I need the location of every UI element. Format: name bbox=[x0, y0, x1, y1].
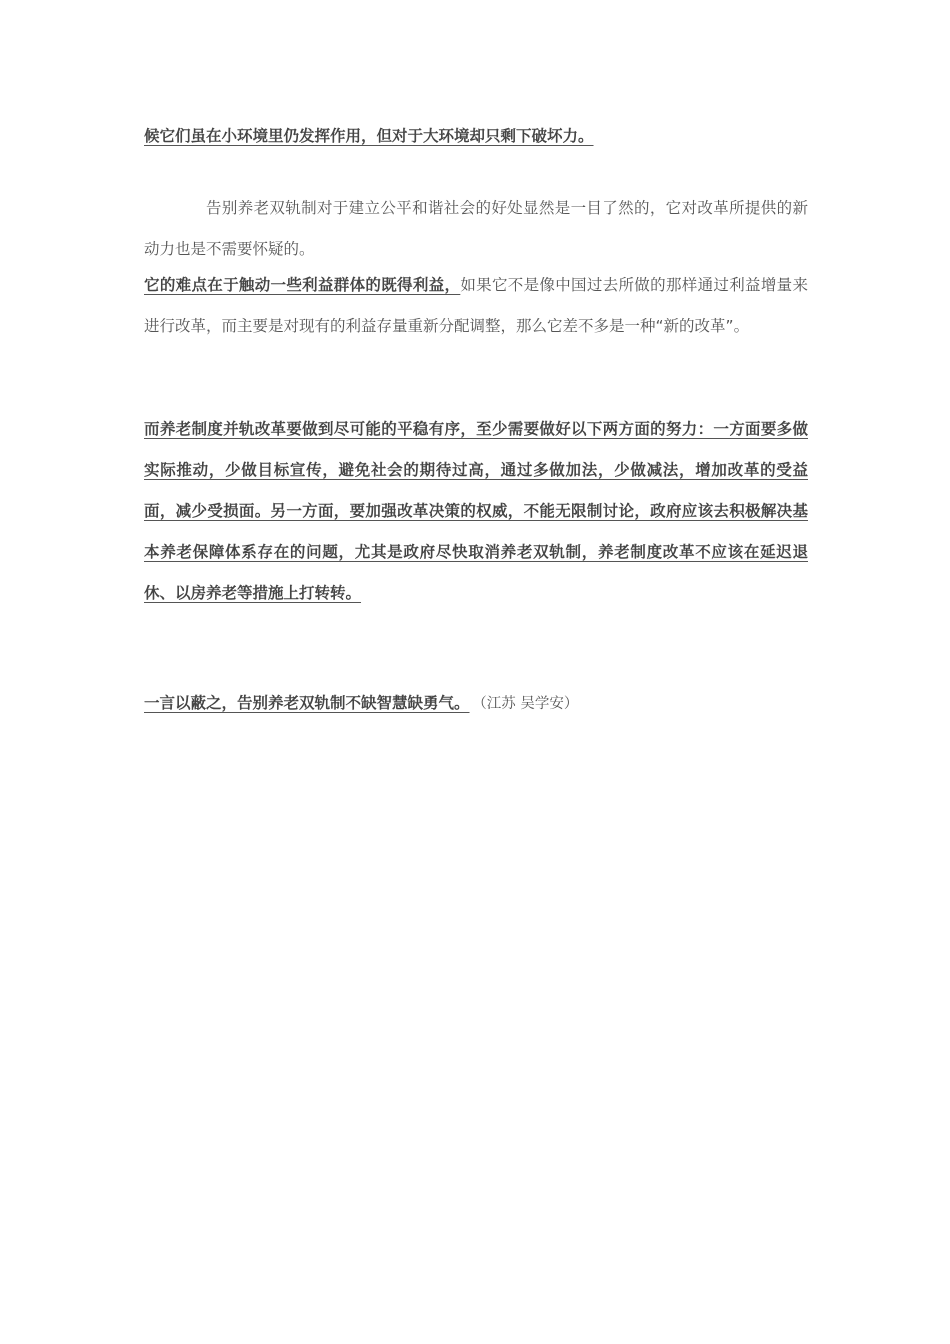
emphasized-text: 而养老制度并轨改革要做到尽可能的平稳有序，至少需要做好以下两方面的努力：一方面要多做实际推动，少做目标宣传，避免社会的期待过高，通过多做加法，少做减法，增加改革的受益面，减少受损面。另一方面，要加强改革决策的权威，不能无限制讨论，政府应该去积极解决基本养老保障体系存在的问题，尤其是政府尽快取消养老双轨制，养老制度改革不应该在延迟退休、以房养老等措施上打转转。 bbox=[144, 420, 808, 602]
paragraph-conclusion bbox=[144, 683, 808, 725]
paragraph-benefits: 告别养老双轨制对于建立公平和谐社会的好处显然是一目了然的，它对改革所提供的新动力也是不需要怀疑的。 bbox=[144, 199, 808, 258]
paragraph-reform-efforts bbox=[144, 409, 808, 614]
emphasized-text: 一言以蔽之，告别养老双轨制不缺智慧缺勇气。 bbox=[144, 694, 470, 712]
paragraph-difficulty bbox=[144, 265, 808, 347]
paragraph-continued bbox=[144, 116, 808, 157]
emphasized-text: 候它们虽在小环境里仍发挥作用，但对于大环境却只剩下破坏力。 bbox=[144, 127, 594, 145]
body-text: 如果它不是像中国过去所做的那样通过利益增量来进行改革，而主要是对现有的利益存量重新分配调整，那么它差不多是一种“新的改革”。 bbox=[144, 276, 808, 335]
author-attribution: （江苏 吴学安） bbox=[479, 696, 579, 712]
emphasized-text: 它的难点在于触动一些利益群体的既得利益， bbox=[144, 276, 461, 294]
